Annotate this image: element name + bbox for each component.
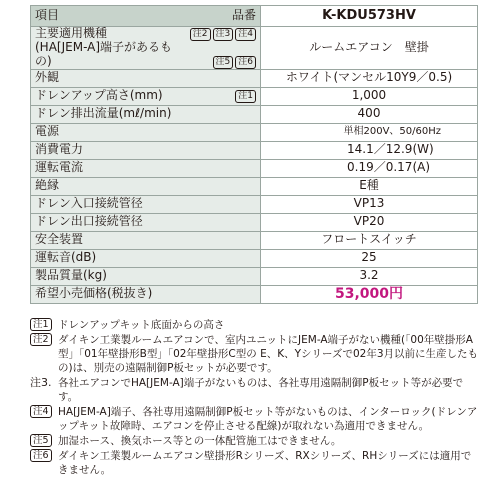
spec-table bbox=[30, 5, 478, 304]
note-ref: 注6 bbox=[235, 56, 256, 69]
footnote bbox=[30, 405, 480, 433]
spec-row-drain-height bbox=[31, 87, 478, 105]
model-no-header: 品番 bbox=[231, 8, 256, 23]
note-ref: 注3 bbox=[213, 28, 234, 41]
model-name: K-KDU573HV bbox=[261, 6, 478, 27]
spec-value: VP20 bbox=[261, 213, 478, 231]
spec-label-cell bbox=[31, 87, 261, 105]
applicable-models-line1: 主要適用機種 bbox=[35, 26, 108, 40]
spec-value: 14.1／12.9(W) bbox=[261, 141, 478, 159]
spec-value: 0.19／0.17(A) bbox=[261, 159, 478, 177]
header-label-cell bbox=[31, 6, 261, 27]
note-ref: 注5 bbox=[213, 56, 234, 69]
spec-value: フロートスイッチ bbox=[261, 231, 478, 249]
spec-value: ホワイト(マンセル10Y9／0.5) bbox=[261, 69, 478, 87]
spec-value: 1,000 bbox=[261, 87, 478, 105]
applicable-models-label bbox=[31, 27, 261, 70]
footnote-text: HA[JEM-A]端子、各社専用遠隔制御P板セット等がないものは、インターロック(ドレンアップキット故障時、エアコンを停止させる配線)が取れない為適用できません。 bbox=[58, 406, 478, 432]
spec-label: 運転電流 bbox=[31, 159, 261, 177]
header-row bbox=[31, 6, 478, 27]
footnote bbox=[30, 449, 480, 477]
spec-label: 運転音(dB) bbox=[31, 249, 261, 267]
footnote-text: 各社エアコンでHA[JEM-A]端子がないものは、各社専用遠隔制御P板セット等が必要です。 bbox=[58, 377, 464, 403]
spec-value: E種 bbox=[261, 177, 478, 195]
footnote-text: ドレンアップキット底面からの高さ bbox=[58, 319, 225, 331]
spec-row-drain-outlet bbox=[31, 213, 478, 231]
spec-label: 消費電力 bbox=[31, 141, 261, 159]
note-ref: 注4 bbox=[235, 28, 256, 41]
spec-label: 安全装置 bbox=[31, 231, 261, 249]
spec-value: 400 bbox=[261, 105, 478, 123]
footnote-tag: 注1 bbox=[30, 318, 52, 331]
spec-row-price bbox=[31, 285, 478, 303]
footnote-number: 注3. bbox=[30, 376, 52, 389]
spec-label: 絶縁 bbox=[31, 177, 261, 195]
footnote-tag: 注4 bbox=[30, 405, 52, 418]
footnote bbox=[30, 434, 480, 448]
spec-row-applicable-models bbox=[31, 27, 478, 70]
spec-row-safety bbox=[31, 231, 478, 249]
footnote-text: ダイキン工業製ルームエアコンで、室内ユニットにJEM-A端子がない機種(「00年壁掛形A型」「01年壁掛形B型」「02年壁掛形C型の E、K、Yシリーズで02年3月以前に生産したもの)は、別売の遠隔制御P板セットが必要です。 bbox=[58, 334, 479, 374]
footnote bbox=[30, 318, 480, 332]
spec-row-noise bbox=[31, 249, 478, 267]
note-ref: 注1 bbox=[235, 90, 256, 103]
footnote bbox=[30, 376, 480, 404]
spec-row-power-consumption bbox=[31, 141, 478, 159]
spec-label: 外観 bbox=[31, 69, 261, 87]
footnote bbox=[30, 333, 480, 375]
footnotes bbox=[30, 318, 480, 478]
spec-value: 25 bbox=[261, 249, 478, 267]
spec-label: 希望小売価格(税抜き) bbox=[31, 285, 261, 303]
price-value: 53,000円 bbox=[261, 285, 478, 303]
spec-row-appearance bbox=[31, 69, 478, 87]
footnote-tag: 注2 bbox=[30, 333, 52, 346]
spec-label: ドレン入口接続管径 bbox=[31, 195, 261, 213]
spec-row-insulation bbox=[31, 177, 478, 195]
spec-row-current bbox=[31, 159, 478, 177]
spec-row-power-supply bbox=[31, 123, 478, 141]
footnote-text: ダイキン工業製ルームエアコン壁掛形Rシリーズ、RXシリーズ、RHシリーズには適用できません。 bbox=[58, 450, 472, 476]
spec-label: 電源 bbox=[31, 123, 261, 141]
spec-label: ドレンアップ高さ(mm) bbox=[35, 88, 163, 103]
spec-label: ドレン排出流量(mℓ/min) bbox=[31, 105, 261, 123]
spec-value: VP13 bbox=[261, 195, 478, 213]
applicable-models-line2: (HA[JEM-A]端子があるもの) bbox=[35, 39, 173, 68]
note-ref: 注2 bbox=[190, 28, 211, 41]
spec-row-weight bbox=[31, 267, 478, 285]
spec-value: 単相200V、50/60Hz bbox=[261, 123, 478, 141]
footnote-text: 加湿ホース、換気ホース等との一体配管施工はできません。 bbox=[58, 435, 342, 447]
item-header: 項目 bbox=[35, 8, 60, 23]
applicable-models-value: ルームエアコン 壁掛 bbox=[261, 27, 478, 70]
spec-label: 製品質量(kg) bbox=[31, 267, 261, 285]
footnote-tag: 注5 bbox=[30, 434, 52, 447]
spec-value: 3.2 bbox=[261, 267, 478, 285]
spec-label: ドレン出口接続管径 bbox=[31, 213, 261, 231]
spec-row-drain-flow bbox=[31, 105, 478, 123]
spec-row-drain-inlet bbox=[31, 195, 478, 213]
footnote-tag: 注6 bbox=[30, 449, 52, 462]
